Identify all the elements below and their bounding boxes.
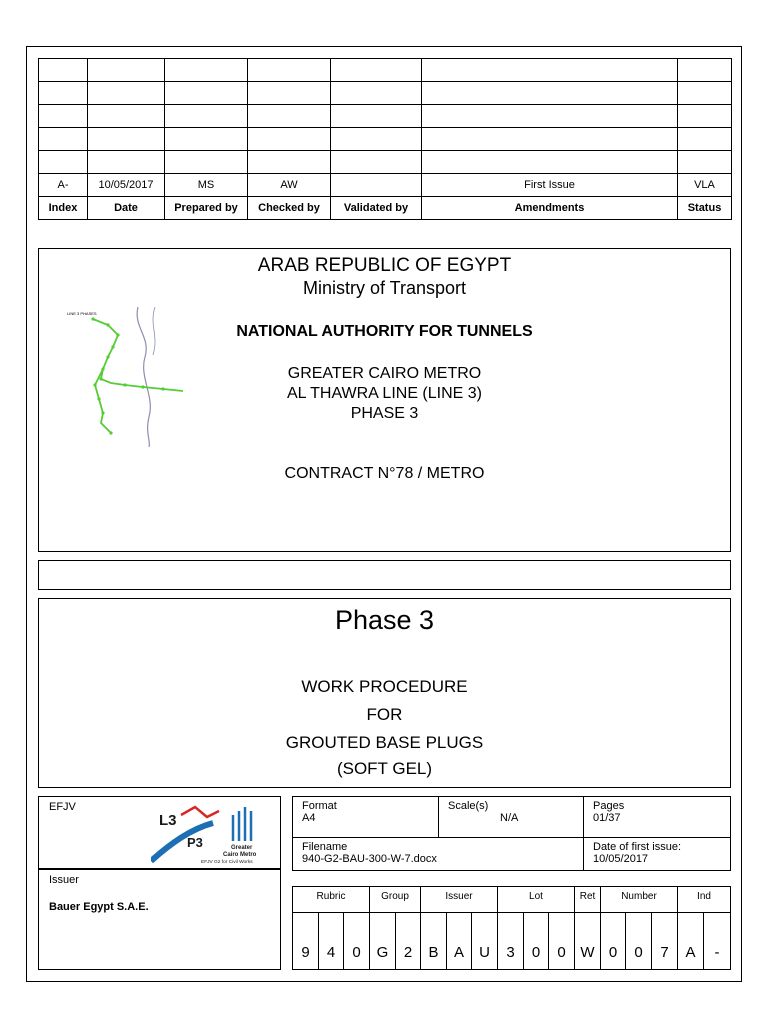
blank-band <box>38 560 731 590</box>
metro-line-3 <box>93 319 183 433</box>
table-cell <box>88 82 165 105</box>
revision-table <box>38 58 732 220</box>
code-char: 0 <box>549 913 575 969</box>
efjv-label: EFJV <box>49 801 76 813</box>
filename-cell <box>292 837 584 871</box>
table-cell <box>331 174 422 197</box>
table-header-row <box>39 197 732 220</box>
scale-label: Scale(s) <box>448 800 489 812</box>
project-line-1: GREATER CAIRO METRO <box>287 365 482 382</box>
code-header-rubric: Rubric <box>293 887 370 913</box>
table-cell <box>331 59 422 82</box>
country-title: ARAB REPUBLIC OF EGYPT <box>257 255 512 276</box>
document-info-grid <box>292 796 731 871</box>
table-cell <box>678 82 732 105</box>
code-char: 0 <box>626 913 652 969</box>
table-cell <box>39 105 88 128</box>
column-header: Validated by <box>331 197 422 220</box>
scale-cell <box>438 796 584 838</box>
table-cell <box>331 151 422 174</box>
table-cell <box>248 105 331 128</box>
table-row <box>39 82 732 105</box>
table-cell: MS <box>165 174 248 197</box>
table-cell <box>422 151 678 174</box>
table-cell <box>331 128 422 151</box>
table-cell <box>678 128 732 151</box>
filename-label: Filename <box>302 841 348 853</box>
table-row <box>39 151 732 174</box>
doc-title-line-3: GROUTED BASE PLUGS <box>285 733 484 752</box>
table-cell <box>248 151 331 174</box>
logo-l3-text: L3 <box>159 812 177 829</box>
table-cell <box>165 59 248 82</box>
code-char: - <box>714 944 720 961</box>
project-line-3: PHASE 3 <box>350 405 419 422</box>
code-header-lot: Lot <box>498 887 575 913</box>
format-value: A4 <box>302 812 316 824</box>
metro-line-map <box>63 307 198 447</box>
table-cell: AW <box>248 174 331 197</box>
filename-value: 940-G2-BAU-300-W-7.docx <box>302 853 437 865</box>
code-char: 0 <box>344 913 370 969</box>
column-header: Amendments <box>422 197 678 220</box>
ministry-title: Ministry of Transport <box>302 278 467 298</box>
table-row <box>39 105 732 128</box>
table-cell <box>39 59 88 82</box>
code-header-ret: Ret <box>575 887 601 913</box>
code-char: 0 <box>601 913 626 969</box>
first-issue-cell <box>583 837 731 871</box>
table-cell: VLA <box>678 174 732 197</box>
issuer-value: Bauer Egypt S.A.E. <box>49 901 149 913</box>
table-cell <box>678 59 732 82</box>
table-cell <box>39 128 88 151</box>
code-char: 9 <box>293 913 319 969</box>
table-cell <box>248 82 331 105</box>
table-cell <box>248 59 331 82</box>
code-char: 7 <box>652 913 678 969</box>
table-cell <box>88 59 165 82</box>
doc-title-line-4: (SOFT GEL) <box>336 759 433 778</box>
nile-river <box>137 307 150 447</box>
code-header-number: Number <box>601 887 678 913</box>
table-cell <box>422 128 678 151</box>
code-char: A <box>678 913 704 969</box>
code-char: A <box>447 913 472 969</box>
code-char: B <box>421 913 447 969</box>
table-cell <box>422 82 678 105</box>
table-cell <box>422 105 678 128</box>
code-char: G <box>370 913 396 969</box>
table-cell <box>678 151 732 174</box>
table-cell <box>165 82 248 105</box>
first-issue-value: 10/05/2017 <box>593 853 649 865</box>
table-row <box>39 59 732 82</box>
efjv-block <box>38 796 281 869</box>
table-cell <box>88 128 165 151</box>
issuer-block <box>38 869 281 970</box>
code-char: W <box>575 913 601 969</box>
table-cell <box>39 151 88 174</box>
pages-cell <box>583 796 731 838</box>
logo-text-3: EFJV G2 for Civil Works <box>201 860 253 865</box>
code-char: U <box>472 913 498 969</box>
code-header-issuer: Issuer <box>421 887 498 913</box>
table-cell <box>248 128 331 151</box>
pages-value: 01/37 <box>593 812 621 824</box>
table-cell: A- <box>39 174 88 197</box>
table-cell <box>422 59 678 82</box>
logo-red-line <box>181 807 219 817</box>
format-label: Format <box>302 800 337 812</box>
logo-bars <box>233 807 251 841</box>
table-cell <box>165 128 248 151</box>
column-header: Index <box>39 197 88 220</box>
authority-title: NATIONAL AUTHORITY FOR TUNNELS <box>236 323 533 340</box>
table-cell <box>331 82 422 105</box>
table-row <box>39 128 732 151</box>
code-header-group: Group <box>370 887 421 913</box>
table-cell <box>39 82 88 105</box>
document-title-block <box>38 598 731 788</box>
format-cell <box>292 796 439 838</box>
table-cell <box>88 151 165 174</box>
table-cell: First Issue <box>422 174 678 197</box>
logo-text-2: Cairo Metro <box>223 852 257 858</box>
title-block <box>38 248 731 552</box>
column-header: Prepared by <box>165 197 248 220</box>
phase-title: Phase 3 <box>334 605 435 635</box>
issuer-label: Issuer <box>49 874 79 886</box>
logo-text-1: Greater <box>231 845 253 851</box>
efjv-logo <box>151 803 271 867</box>
logo-p3-text: P3 <box>187 835 203 850</box>
code-header-ind: Ind <box>678 887 730 913</box>
nile-river-branch <box>153 307 155 355</box>
map-heading: LINE 3 PHASES <box>67 311 97 316</box>
table-cell: 10/05/2017 <box>88 174 165 197</box>
code-char: 4 <box>319 913 344 969</box>
column-header: Date <box>88 197 165 220</box>
table-cell <box>678 105 732 128</box>
table-cell <box>165 105 248 128</box>
code-char: 2 <box>396 913 421 969</box>
scale-value: N/A <box>500 812 519 824</box>
doc-title-line-1: WORK PROCEDURE <box>301 677 468 696</box>
column-header: Checked by <box>248 197 331 220</box>
first-issue-label: Date of first issue: <box>593 841 682 853</box>
table-cell <box>331 105 422 128</box>
table-row <box>39 174 732 197</box>
table-cell <box>88 105 165 128</box>
document-code-table <box>292 886 731 970</box>
doc-title-line-2: FOR <box>366 705 403 724</box>
project-line-2: AL THAWRA LINE (LINE 3) <box>286 385 482 402</box>
column-header: Status <box>678 197 732 220</box>
code-char: 0 <box>524 913 549 969</box>
table-cell <box>165 151 248 174</box>
pages-label: Pages <box>593 800 625 812</box>
contract-number: CONTRACT N°78 / METRO <box>284 465 485 482</box>
code-char: 3 <box>498 913 524 969</box>
